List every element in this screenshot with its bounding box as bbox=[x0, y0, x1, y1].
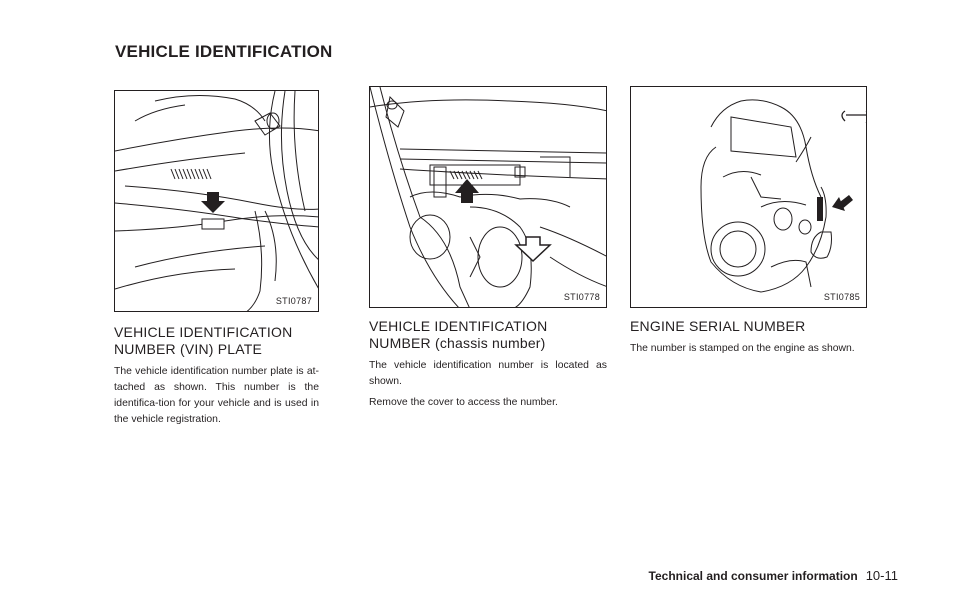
engine-serial-section bbox=[630, 86, 867, 362]
vin-plate-illustration bbox=[115, 91, 319, 312]
chassis-number-cover-text: Remove the cover to access the number. bbox=[369, 397, 558, 408]
vin-plate-section bbox=[114, 86, 319, 433]
figure-code: STI0787 bbox=[275, 296, 312, 306]
footer-section-name: Technical and consumer information bbox=[648, 569, 858, 583]
figure-code: STI0778 bbox=[563, 292, 600, 302]
figure-code: STI0785 bbox=[823, 292, 860, 302]
chassis-number-illustration bbox=[370, 87, 607, 308]
chassis-number-figure bbox=[369, 86, 607, 308]
page-footer bbox=[649, 568, 898, 583]
vin-plate-figure bbox=[114, 90, 319, 312]
vin-plate-heading: VEHICLE IDENTIFICATION NUMBER (VIN) PLATE bbox=[114, 324, 293, 357]
chassis-number-text: The vehicle identification number is located as shown. bbox=[369, 360, 607, 387]
vin-plate-text: The vehicle identification number plate is at-tached as shown. This number is the identifica-tion for your vehicle and is used in the vehicle registration. bbox=[114, 366, 319, 425]
page-title: VEHICLE IDENTIFICATION bbox=[115, 42, 333, 61]
engine-serial-figure bbox=[630, 86, 867, 308]
chassis-number-heading: VEHICLE IDENTIFICATION NUMBER (chassis number) bbox=[369, 318, 548, 351]
chassis-number-section bbox=[369, 86, 607, 416]
engine-serial-heading: ENGINE SERIAL NUMBER bbox=[630, 318, 806, 334]
engine-serial-text: The number is stamped on the engine as shown. bbox=[630, 343, 855, 354]
page-number: 10-11 bbox=[865, 568, 898, 583]
engine-serial-illustration bbox=[631, 87, 867, 308]
